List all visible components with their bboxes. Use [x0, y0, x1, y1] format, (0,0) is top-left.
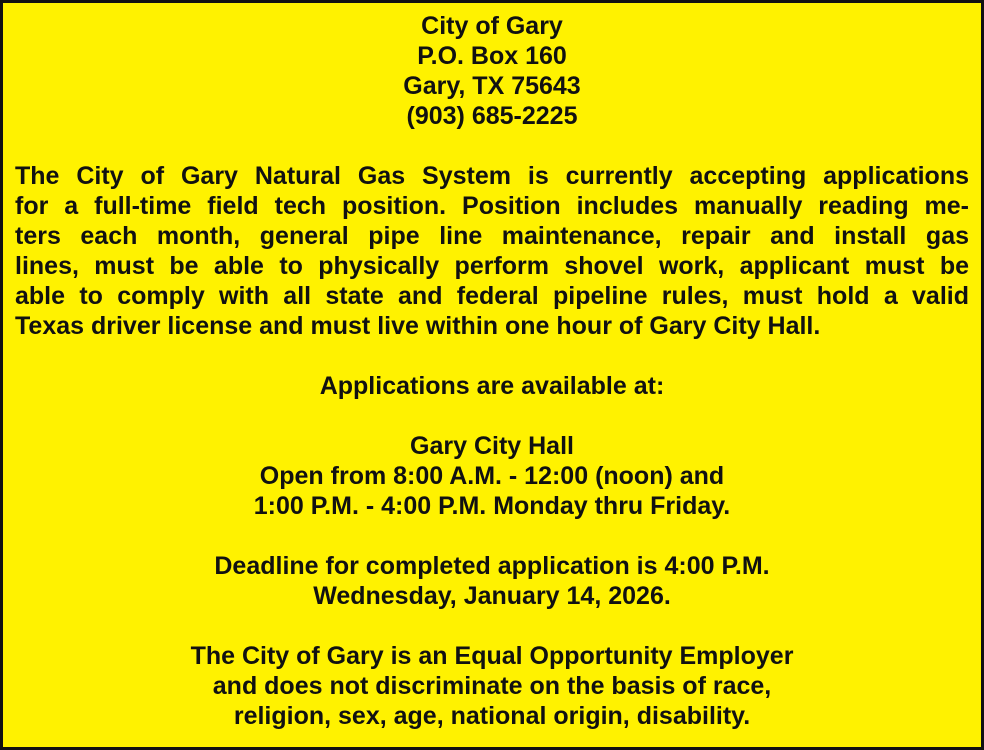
city-state-zip: Gary, TX 75643: [403, 72, 581, 100]
description-line: Texas driver license and must live within one hour of Gary City Hall.: [15, 312, 821, 340]
org-name: City of Gary: [421, 12, 563, 40]
spacer: [15, 401, 969, 431]
eoe-statement: [15, 641, 969, 731]
deadline-line: Deadline for completed application is 4:00 P.M.: [214, 552, 770, 580]
deadline-date: Wednesday, January 14, 2026.: [313, 582, 671, 610]
spacer: [15, 611, 969, 641]
availability-heading: Applications are available at:: [319, 372, 665, 400]
contact-header: [15, 11, 969, 131]
description-line: for a full-time field tech position. Position includes manually reading me-: [15, 192, 969, 220]
po-box: P.O. Box 160: [417, 42, 567, 70]
eoe-line: and does not discriminate on the basis of race,: [212, 672, 772, 700]
deadline-block: [15, 551, 969, 611]
spacer: [15, 131, 969, 161]
availability-heading-block: [15, 371, 969, 401]
location-name: Gary City Hall: [410, 432, 574, 460]
spacer: [15, 341, 969, 371]
location-block: [15, 431, 969, 521]
eoe-line: The City of Gary is an Equal Opportunity Employer: [190, 642, 794, 670]
description-line: ters each month, general pipe line maintenance, repair and install gas: [15, 222, 969, 250]
eoe-line: religion, sex, age, national origin, disability.: [233, 702, 751, 730]
spacer: [15, 521, 969, 551]
description-line: The City of Gary Natural Gas System is currently accepting applications: [15, 162, 969, 190]
phone-number: (903) 685-2225: [406, 102, 578, 130]
description-line: lines, must be able to physically perform shovel work, applicant must be: [15, 252, 969, 280]
job-description: [15, 161, 969, 341]
description-line: able to comply with all state and federal pipeline rules, must hold a valid: [15, 282, 969, 310]
hours-line: 1:00 P.M. - 4:00 P.M. Monday thru Friday.: [253, 492, 731, 520]
hours-line: Open from 8:00 A.M. - 12:00 (noon) and: [259, 462, 725, 490]
